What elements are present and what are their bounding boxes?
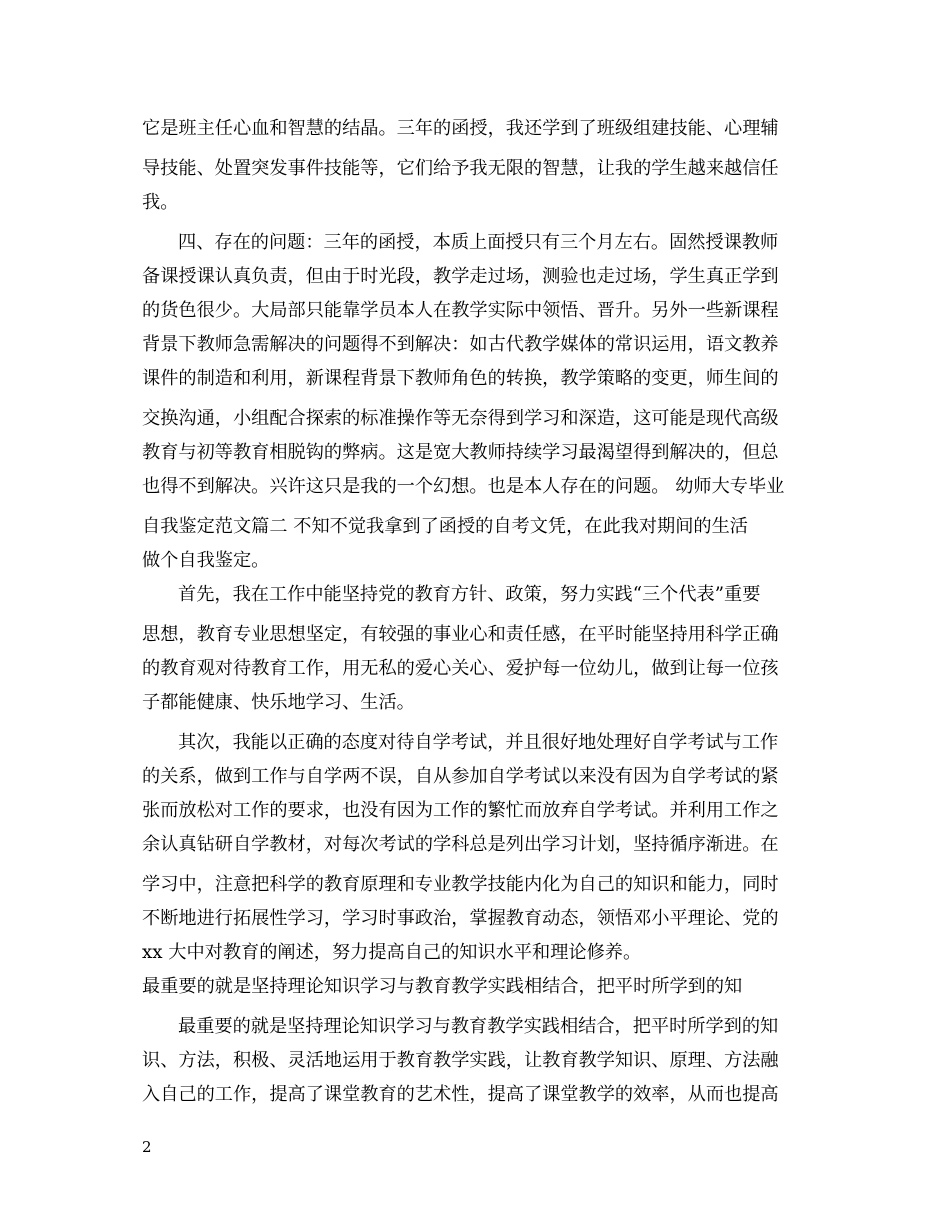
text-line: 入自己的工作，提高了课堂教育的艺术性，提高了课堂教学的效率，从而也提高: [142, 1084, 779, 1105]
text-line: 自我鉴定范文篇二 不知不觉我拿到了函授的自考文凭，在此我对期间的生活: [142, 516, 748, 537]
text-line: 余认真钻研自学教材，对每次考试的学科总是列出学习计划，坚持循序渐进。在: [142, 834, 779, 855]
text-line: 导技能、处置突发事件技能等，它们给予我无限的智慧，让我的学生越来越信任: [142, 158, 779, 179]
text-line: 课件的制造和利用，新课程背景下教师角色的转换，教学策略的变更，师生间的: [142, 368, 779, 389]
text-line: 背景下教师急需解决的问题得不到解决：如古代教学媒体的常识运用，语文教养: [142, 334, 779, 355]
text-line: 也得不到解决。兴许这只是我的一个幻想。也是本人存在的问题。 幼师大专毕业: [142, 476, 785, 497]
text-line: 做个自我鉴定。: [142, 550, 270, 571]
text-line: 的教育观对待教育工作，用无私的爱心关心、爱护每一位幼儿，做到让每一位孩: [142, 658, 779, 679]
text-line: 的货色很少。大局部只能靠学员本人在教学实际中领悟、晋升。另外一些新课程: [142, 300, 779, 321]
text-line: 最重要的就是坚持理论知识学习与教育教学实践相结合，把平时所学到的知: [142, 976, 743, 997]
text-line: 教育与初等教育相脱钩的弊病。这是宽大教师持续学习最渴望得到解决的，但总: [142, 442, 779, 463]
text-line: 其次，我能以正确的态度对待自学考试，并且很好地处理好自学考试与工作: [178, 732, 779, 753]
text-line: 它是班主任心血和智慧的结晶。三年的函授，我还学到了班级组建技能、心理辅: [142, 118, 779, 139]
text-line: 的关系，做到工作与自学两不误，自从参加自学考试以来没有因为自学考试的紧: [142, 766, 779, 787]
text-line: 最重要的就是坚持理论知识学习与教育教学实践相结合，把平时所学到的知: [178, 1016, 779, 1037]
text-line: 思想，教育专业思想坚定，有较强的事业心和责任感，在平时能坚持用科学正确: [142, 624, 779, 645]
text-line: 张而放松对工作的要求，也没有因为工作的繁忙而放弃自学考试。并利用工作之: [142, 800, 779, 821]
text-line: 子都能健康、快乐地学习、生活。: [142, 692, 415, 713]
text-line: 备课授课认真负责，但由于时光段，教学走过场，测验也走过场，学生真正学到: [142, 266, 779, 287]
page-number: 2: [142, 1138, 152, 1156]
text-line: 识、方法，积极、灵活地运用于教育教学实践，让教育教学知识、原理、方法融: [142, 1050, 779, 1071]
text-line: 不断地进行拓展性学习，学习时事政治，掌握教育动态，领悟邓小平理论、党的: [142, 908, 779, 929]
text-line: 交换沟通，小组配合探索的标准操作等无奈得到学习和深造，这可能是现代高级: [142, 408, 779, 429]
text-line: 首先，我在工作中能坚持党的教育方针、政策，努力实践“三个代表”重要: [178, 584, 761, 605]
text-line: 四、存在的问题：三年的函授，本质上面授只有三个月左右。固然授课教师: [178, 232, 779, 253]
text-line: xx 大中对教育的阐述，努力提高自己的知识水平和理论修养。: [142, 942, 642, 963]
text-line: 学习中，注意把科学的教育原理和专业教学技能内化为自己的知识和能力，同时: [142, 874, 779, 895]
text-line: 我。: [142, 192, 179, 213]
